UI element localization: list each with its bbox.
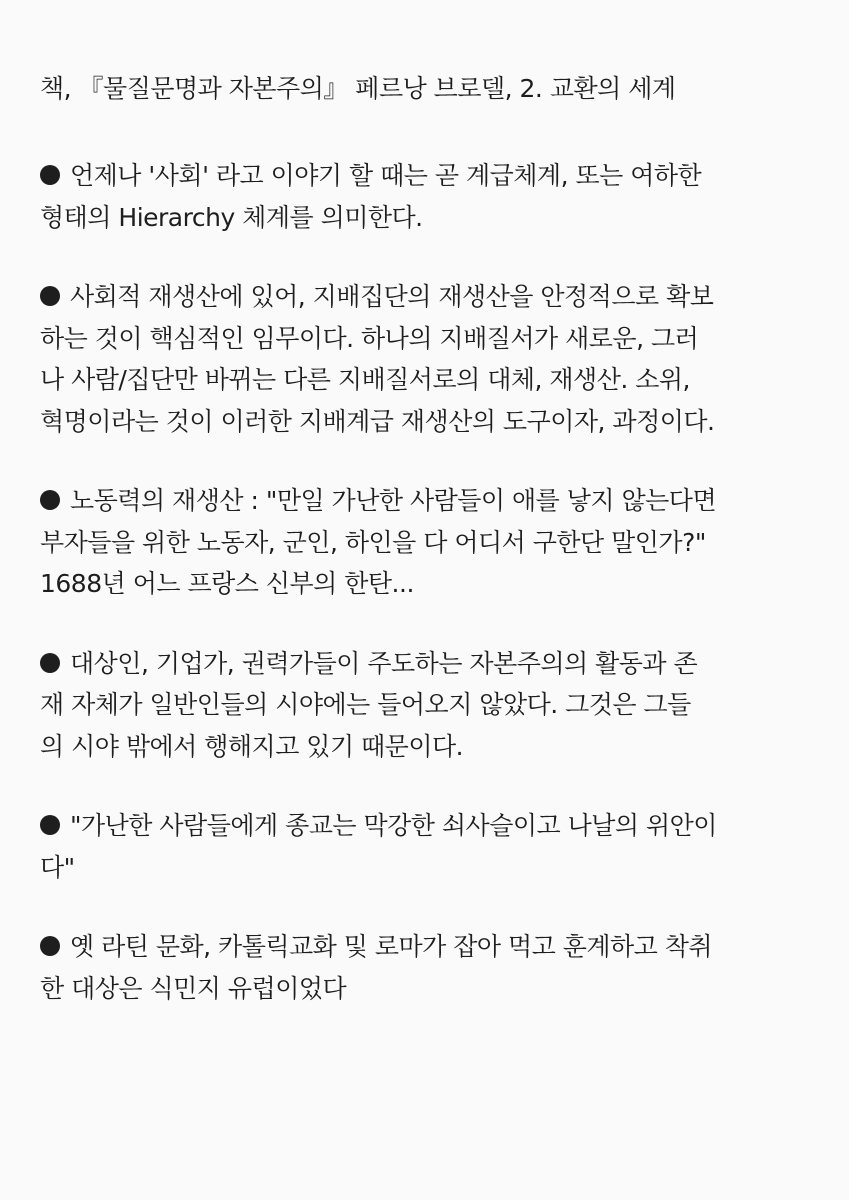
note-line: 재 자체가 일반인들의 시야에는 들어오지 않았다. 그것은 그들 xyxy=(40,690,691,719)
note-item-3 xyxy=(40,480,830,605)
note-line: 나 사람/집단만 바뀌는 다른 지배질서로의 대체, 재생산. 소위, xyxy=(40,365,690,394)
note-line: 노동력의 재생산 : "만일 가난한 사람들이 애를 낳지 않는다면 xyxy=(40,480,830,522)
note-line: 형태의 Hierarchy 체계를 의미한다. xyxy=(40,202,423,232)
note-line: 하는 것이 핵심적인 임무이다. 하나의 지배질서가 새로운, 그러 xyxy=(40,323,699,353)
bullet-icon xyxy=(40,155,70,197)
note-line: 언제나 '사회' 라고 이야기 할 때는 곧 계급체계, 또는 여하한 xyxy=(40,155,830,197)
note-line: 옛 라틴 문화, 카톨릭교화 및 로마가 잡아 먹고 훈계하고 착취 xyxy=(40,926,830,968)
note-line: "가난한 사람들에게 종교는 막강한 쇠사슬이고 나날의 위안이 xyxy=(40,805,830,847)
note-line: 다" xyxy=(40,852,75,882)
note-line: 혁명이라는 것이 이러한 지배계급 재생산의 도구이자, 과정이다. xyxy=(40,406,715,436)
note-item-4 xyxy=(40,643,830,768)
note-page xyxy=(40,60,830,1009)
note-item-2 xyxy=(40,276,830,442)
note-item-1 xyxy=(40,155,830,238)
note-line: 부자들을 위한 노동자, 군인, 하인을 다 어디서 구한단 말인가?" xyxy=(40,527,706,557)
note-line: 사회적 재생산에 있어, 지배집단의 재생산을 안정적으로 확보 xyxy=(40,276,830,318)
note-line: 한 대상은 식민지 유럽이었다 xyxy=(40,973,347,1003)
page-title: 책, 『물질문명과 자본주의』 페르낭 브로델, 2. 교환의 세계 xyxy=(40,74,676,103)
bullet-icon xyxy=(40,643,70,685)
note-line: 1688년 어느 프랑스 신부의 한탄... xyxy=(40,569,414,598)
note-item-6 xyxy=(40,926,830,1009)
note-line: 대상인, 기업가, 권력가들이 주도하는 자본주의의 활동과 존 xyxy=(40,643,830,685)
note-line: 의 시야 밖에서 행해지고 있기 때문이다. xyxy=(40,731,464,761)
bullet-icon xyxy=(40,926,70,968)
bullet-icon xyxy=(40,480,70,522)
note-item-5 xyxy=(40,805,830,888)
bullet-icon xyxy=(40,276,70,318)
bullet-icon xyxy=(40,805,70,847)
